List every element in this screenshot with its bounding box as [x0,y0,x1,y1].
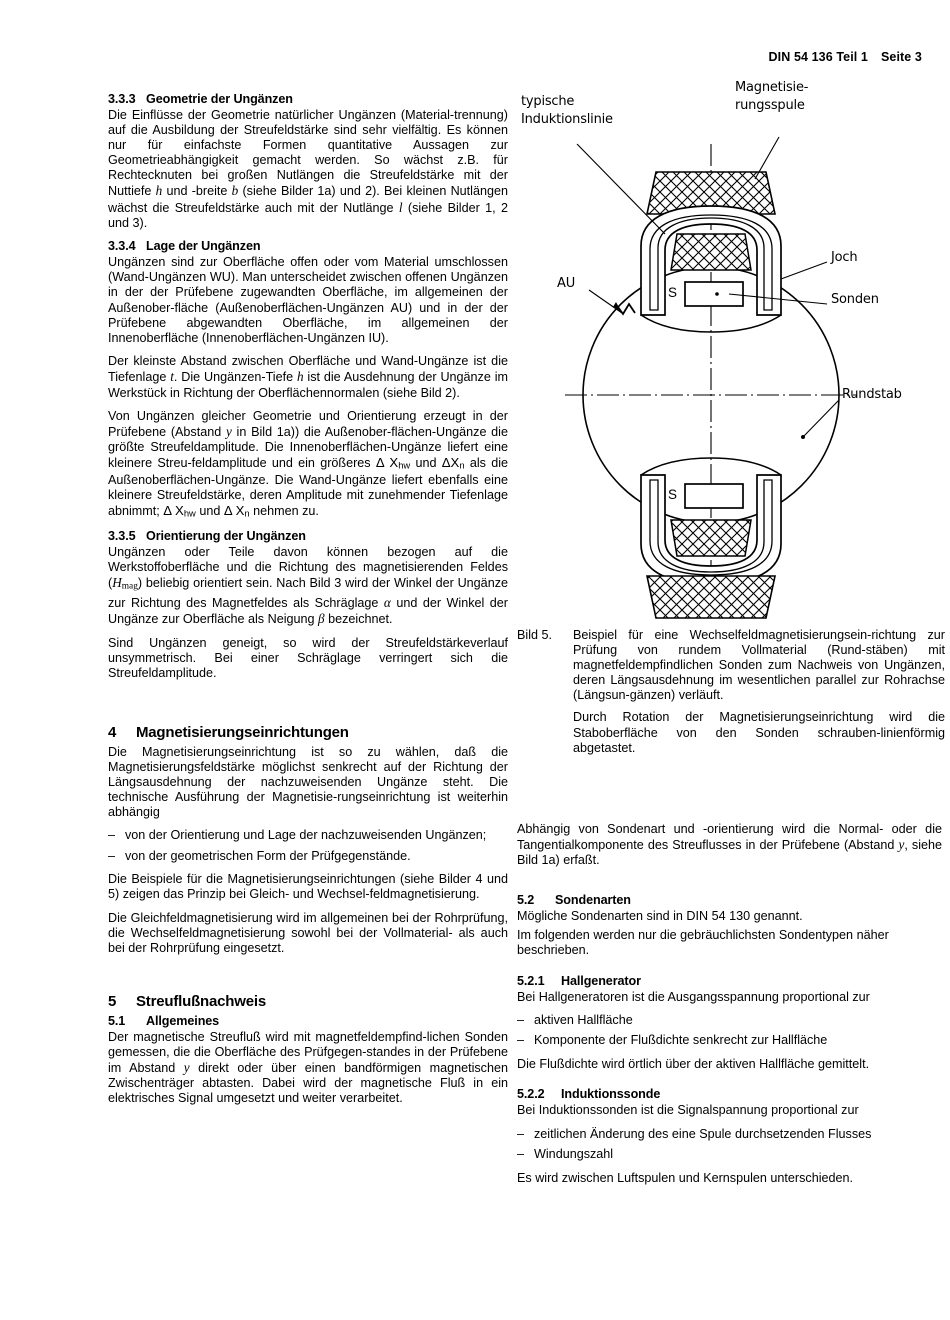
heading-title: Geometrie der Ungänzen [146,92,293,106]
heading-title: Streuflußnachweis [136,992,266,1010]
symbol-delta-x-hw-2 [163,503,196,518]
paragraph-induktionssonde: Bei Induktionssonden ist die Signalspannung proportional zur [517,1103,859,1118]
bullet-list-5-2-2 [517,1127,942,1162]
heading-title: Hallgenerator [561,973,641,988]
label-au: AU [557,276,576,291]
heading-title: Induktionssonde [561,1087,661,1102]
heading-3-3-4 [108,239,508,253]
variable-beta: β [318,611,325,627]
variable-t: t [170,369,174,385]
heading-3-3-3 [108,92,508,106]
page-header [769,50,922,64]
text-run: und [410,456,442,471]
paragraph-3-3-3 [108,108,508,231]
subscript: hw [183,507,196,519]
heading-title: Magnetisierungseinrichtungen [136,723,349,741]
subscript: n [244,507,250,519]
magnetising-coil-bottom [647,576,775,618]
paragraph-5-2-2: Im folgenden werden nur die gebräuchlichsten Sondentypen näher beschrieben. [517,927,889,957]
text-run: in Bild 1a)) die Außenober-flächen-Ungänze die größte Streufeldamplitude. Die Innenoberflächen-Ungänze liefert eine kleinere Streu-feldamplitude und ein größeres [108,425,508,471]
paragraph-luftspulen: Es wird zwischen Luftspulen und Kernspulen unterschieden. [517,1170,854,1185]
list-item: – Komponente der Flußdichte senkrecht zur Hallfläche [517,1033,942,1048]
subscript: n [459,459,465,471]
standard-number: DIN 54 136 Teil 1 [768,50,868,64]
label-probe-s-bottom: S [668,487,677,502]
variable-l: l [398,199,403,215]
symbol-h-mag [112,575,138,590]
paragraph-4-3: Die Gleichfeldmagnetisierung wird im allgemeinen bei der Rohrprüfung, die Wechselfeldmagnetisierung sowohl bei der Vollmaterial- als auch bei der Rohrprüfung eingesetzt. [108,910,508,956]
heading-number: 5.2.2 [517,1087,545,1102]
caption-body [573,628,945,756]
paragraph-flussdichte: Die Flußdichte wird örtlich über der aktiven Hallfläche gemittelt. [517,1056,870,1071]
label-magnetisie: Magnetisie- [735,80,809,95]
text-run: Abhängig von Sondenart und -orientierung wird die Normal- oder die Tangentialkomponente des Streuflusses in der Prüfebene (Abstand [517,822,942,853]
variable-h: h [155,183,163,199]
label-joch: Joch [831,250,858,265]
bullet-list-4 [108,828,508,863]
text-run: , siehe Bild 1a) erfaßt. [517,838,943,868]
delta-x: Δ X [375,455,399,471]
variable-alpha: α [383,595,391,611]
paragraph-hallgenerator: Bei Hallgeneratoren ist die Ausgangsspannung proportional zur [517,989,870,1004]
heading-number: 5.2 [517,892,535,907]
caption-label: Bild 5. [517,628,553,642]
paragraph-5-2-1: Mögliche Sondenarten sind in DIN 54 130 genannt. [517,908,803,923]
heading-title: Sondenarten [555,892,631,907]
text-run: Die Einflüsse der Geometrie natürlicher Ungänzen (Material-trennung) auf die Ausbildung der Streufeldstärke sind sehr vielfältig. Es können nur für einfachste Formen quantitative Aussagen zur Geometrieabhängigkeit gemacht werden. So wächst z.B. für Rechtecknuten bei großen Nutlängen die Streufeldstärke mit der Nuttiefe [108,108,508,199]
paragraph-3-3-5-2: Sind Ungänzen geneigt, so wird der Streufeldstärkeverlauf unsymmetrisch. Bei einer Schräglage verringert sich die Streufeldamplitude. [108,635,508,680]
leader-yoke [781,262,827,279]
leader-coil [755,137,779,179]
text-run: Der magnetische Streufluß wird mit magnetfeldempfind-lichen Sonden gemessen, die die Oberfläche des Prüfgegen-standes in der Prüfebene im Abstand [108,1029,508,1075]
bullet-list-5-2-1 [517,1013,942,1048]
paragraph-3-3-5-1 [108,545,508,627]
heading-number: 5.2.1 [517,973,545,988]
paragraph-4-2: Die Beispiele für die Magnetisierungseinrichtungen (siehe Bilder 4 und 5) zeigen das Prinzip bei Gleich- und Wechsel-feldmagnetisierung. [108,872,508,902]
heading-5-2 [517,893,942,907]
figure-bild-5 [517,82,945,622]
text-run: ) beliebig orientiert sein. Nach Bild 3 wird der Winkel der Ungänze zur Richtung des Magnetfeldes als Schräglage [108,576,508,611]
text-run: (siehe Bilder 1, 2 und 3). [108,200,508,230]
delta-x: ΔX [441,455,460,471]
symbol-delta-x-n-2 [224,503,250,518]
leader-dot-rundstab [801,435,805,439]
paragraph-3-3-4-2 [108,354,508,400]
heading-5-1 [108,1014,508,1028]
heading-number: 4 [108,723,117,741]
caption-paragraph-2: Durch Rotation der Magnetisierungseinrichtung wird die Staboberfläche von den Sonden schrauben-linienförmig abgetastet. [573,710,945,755]
paragraph-3-3-4-3 [108,409,508,521]
list-item: – aktiven Hallfläche [517,1013,942,1028]
text-run: Der kleinste Abstand zwischen Oberfläche und Wand-Ungänze ist die Tiefenlage [108,354,508,385]
heading-4 [108,724,508,741]
heading-5-2-2 [517,1087,942,1101]
delta-x: Δ X [163,503,184,519]
paragraph-3-3-4-1: Ungänzen sind zur Oberfläche offen oder vom Material umschlossen (Wand-Ungänzen WU). Man unterscheidet zwischen offenen Ungänzen in der der Prüfebene zugewandten Oberfläche, im allgemeinen der Außenober-fläche (Außenoberflächen-Ungänzen AU) und in der der Prüfebene abgewandten Oberfläche, im allgemeinen der Innenoberfläche (Innenoberflächen-Ungänzen IU). [108,255,508,345]
text-run: ist die Ausdehnung der Ungänze im Werkstück in Richtung der Oberflächennormalen (siehe Bild 2). [108,370,508,400]
heading-number: 3.3.5 [108,529,136,544]
heading-number: 3.3.4 [108,239,136,254]
list-item: – Windungszahl [517,1147,942,1162]
label-rundstab: Rundstab [842,387,902,402]
text-run: direkt oder über einen bandförmigen magnetischen Zwischenträger abtasten. Dabei wird der magnetische Fluß in ein elektrisches Signal umgesetzt und weiter verarbeitet. [108,1060,508,1105]
label-induktionslinie: Induktionslinie [521,112,613,127]
text-run: bezeichnet. [324,612,393,627]
figure-caption [517,628,945,756]
text-run: . Die Ungänzen-Tiefe [173,370,297,385]
variable-y: y [225,424,232,440]
label-probe-s-top: S [668,285,677,300]
heading-3-3-5 [108,529,508,543]
inner-coil-bottom [671,520,751,556]
text-run: und [195,504,224,519]
figure-drawing [517,82,945,622]
list-item: – zeitlichen Änderung des eine Spule durchsetzenden Flusses [517,1127,942,1142]
variable-h: h [296,369,304,385]
heading-number: 5 [108,992,117,1010]
subscript: hw [398,459,411,471]
text-run: und der Winkel der Ungänze zur Oberfläche als Neigung [108,596,509,627]
text-run: (siehe Bilder 1a) und 2). Bei kleinen Nutlängen wächst die Streufeldstärke auch mit der Nutlänge [108,184,508,215]
text-run: als die Außenoberflächen-Ungänze. Die Wand-Ungänze liefert ebenfalls eine kleinere Streufeldstärke, deren Amplitude mit zunehmender Tiefenlage abnimmt; [108,456,509,519]
heading-number: 3.3.3 [108,92,136,106]
list-item: – von der geometrischen Form der Prüfgegenstände. [108,849,508,864]
heading-title: Allgemeines [146,1013,220,1028]
paragraph-5-1 [108,1030,508,1106]
list-item: – von der Orientierung und Lage der nachzuweisenden Ungänzen; [108,828,508,843]
page-number: Seite 3 [880,50,922,64]
caption-paragraph-1: Beispiel für eine Wechselfeldmagnetisierungsein-richtung zur Prüfung von rundem Vollmaterial (Rund-stäben) mit magnetfeldempfindlichen Sonden zum Nachweis von Ungänzen, deren Längsausdehnung im wesentlichen parallel zur Rohrachse (Längsun-gänzen) verläuft. [573,628,945,703]
subscript: mag [121,581,138,592]
text-run: Ungänzen oder Teile davon können bezogen auf die Werkstoffoberfläche und die Richtung des magnetisierenden Feldes ( [108,545,508,591]
paragraph-4-1: Die Magnetisierungseinrichtung ist so zu wählen, daß die Magnetisierungsfeldstärke möglichst senkrecht auf der Richtung der Längsausdehnung der nachzuweisenden Ungänze steht. Die technische Ausführung der Magnetisie-rungseinrichtung ist weiterhin abhängig [108,744,508,819]
variable-H: H [112,575,122,591]
delta-x: Δ X [223,503,245,519]
heading-title: Orientierung der Ungänzen [146,529,306,544]
inner-coil-top [671,234,751,270]
paragraph-sonden-intro [517,822,942,868]
label-typische: typische [521,94,575,109]
probe-point-top [715,292,719,296]
symbol-delta-x-n [442,455,465,470]
text-run: und -breite [162,184,232,199]
right-column [517,822,942,1186]
heading-5-2-1 [517,974,942,988]
left-column [108,92,508,1106]
heading-title: Lage der Ungänzen [146,239,261,254]
label-sonden: Sonden [831,292,879,307]
variable-b: b [231,183,239,199]
label-rungsspule: rungsspule [735,98,805,113]
variable-y: y [898,837,905,853]
heading-5 [108,993,508,1010]
probe-box-bottom [685,484,743,508]
text-run: Von Ungänzen gleicher Geometrie und Orientierung erzeugt in der Prüfebene (Abstand [108,409,508,440]
symbol-delta-x-hw [376,455,410,470]
heading-number: 5.1 [108,1013,126,1028]
variable-y: y [183,1059,190,1075]
text-run: nehmen zu. [249,504,319,519]
